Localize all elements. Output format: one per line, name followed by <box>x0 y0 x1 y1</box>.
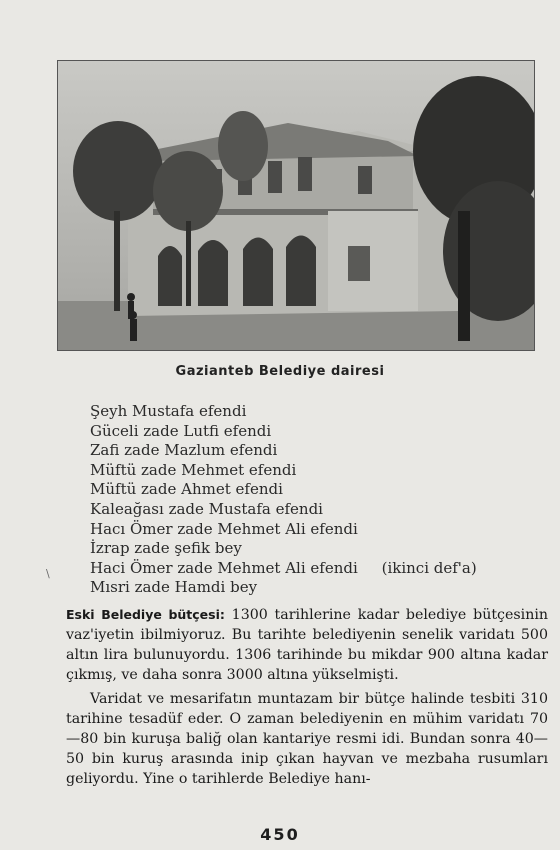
mayor-name-list <box>90 402 477 598</box>
list-item: Mısri zade Hamdi bey <box>90 578 258 597</box>
budget-paragraph <box>66 605 548 685</box>
paragraph-text: 1300 tarihlerine kadar belediye bütçesinin vaz'iyetin ibilmiyoruz. Bu tarihte belediyenin senelik varidatı 500 altın lira bulunuyordu. 1306 tarihinde bu mikdar 900 altına kadar çıkmış, ve daha sonra 3000 altına yükselmişti. <box>66 607 549 683</box>
revenue-paragraph: Varidat ve mesarifatın muntazam bir bütçe halinde tesbiti 310 tarihine tesadüf eder. O zaman belediyenin en mühim varidatı 70—80 bin kuruşa baliğ olan kantariye resmi idi. Bundan sonra 40—50 bin kuruş arasında inip çıkan hayvan ve mezbaha rusumları geliyordu. Yine o tarihlerde Belediye hanı- <box>66 691 548 787</box>
margin-mark: \ <box>46 567 50 580</box>
list-item: Şeyh Mustafa efendi <box>90 402 247 420</box>
list-item: Müftü zade Mehmet efendi <box>90 460 297 479</box>
page-number: 450 <box>260 825 300 844</box>
list-item: Haci Ömer zade Mehmet Ali efendi (ikinci def'a) <box>90 558 477 577</box>
paragraph-lead: Eski Belediye bütçesi: <box>66 607 225 622</box>
list-item: Kaleağası zade Mustafa efendi <box>90 499 323 518</box>
list-item: Müftü zade Ahmet efendi <box>90 480 283 499</box>
building-photo <box>57 60 535 351</box>
list-item: Hacı Ömer zade Mehmet Ali efendi <box>90 519 358 538</box>
list-item: Zafi zade Mazlum efendi <box>90 441 278 460</box>
photo-caption: Gazianteb Belediye dairesi <box>175 364 385 379</box>
list-item: İzrap zade şefik bey <box>90 539 242 558</box>
list-item: Güceli zade Lutfi efendi <box>90 421 272 440</box>
building-illustration <box>58 61 534 350</box>
